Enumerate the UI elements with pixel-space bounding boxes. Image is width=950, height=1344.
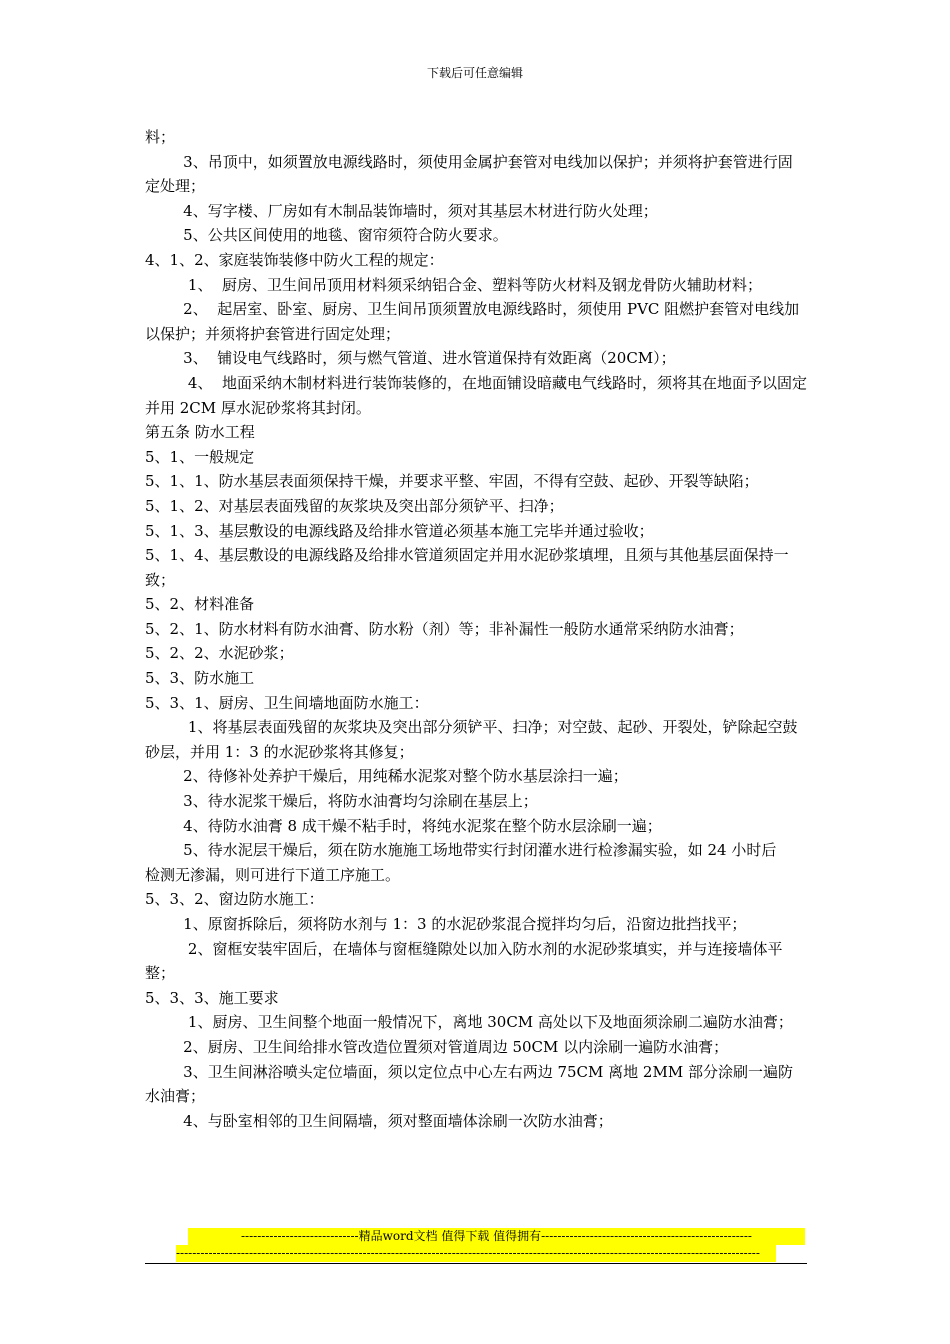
document-body (145, 125, 834, 1133)
section-heading: 4、1、2、家庭装饰装修中防火工程的规定： (145, 250, 444, 269)
section-heading: 5、3、防水施工 (145, 669, 255, 688)
paragraph: 2、 起居室、卧室、厨房、卫生间吊顶须置放电源线路时，须使用 PVC 阻燃护套管对电线加以保护；并须将护套管进行固定处理； (145, 300, 800, 343)
paragraph: 2、窗框安装牢固后，在墙体与窗框缝隙处以加入防水剂的水泥砂浆填实，并与连接墙体平整； (145, 939, 783, 983)
paragraph: 4、与卧室相邻的卫生间隔墙，须对整面墙体涂刷一次防水油膏； (145, 1111, 613, 1130)
page-footer (145, 1228, 807, 1262)
paragraph: 3、 铺设电气线路时，须与燃气管道、进水管道保持有效距离（20CM）； (145, 349, 676, 368)
paragraph: 5、待水泥层干燥后，须在防水施施工场地带实行封闭灌水进行检渗漏实验，如 24 小时后 检测无渗漏，则可进行下道工序施工。 (145, 841, 834, 884)
footer-dash-line: ------------------------------------------------------------------------------------------------------------------------------------------------ (176, 1245, 776, 1262)
footer-rule (145, 1263, 807, 1264)
paragraph: 1、将基层表面残留的灰浆块及突出部分须铲平、扫净；对空鼓、起砂、开裂处，铲除起空鼓砂层，并用 1：3 的水泥砂浆将其修复； (145, 718, 798, 761)
paragraph: 3、卫生间淋浴喷头定位墙面，须以定位点中心左右两边 75CM 离地 2MM 部分涂刷一遍防水油膏； (145, 1062, 793, 1106)
paragraph: 5、1、3、基层敷设的电源线路及给排水管道必须基本施工完毕并通过验收； (145, 521, 654, 540)
section-heading: 5、3、2、窗边防水施工： (145, 890, 324, 909)
section-heading: 第五条 防水工程 (145, 423, 255, 442)
paragraph: 1、 厨房、卫生间吊顶用材料须采纳铝合金、塑料等防火材料及钢龙骨防火辅助材料； (145, 275, 763, 294)
page-header: 下载后可任意编辑 (426, 66, 523, 80)
paragraph: 5、2、1、防水材料有防水油膏、防水粉（剂）等；非补漏性一般防水通常采纳防水油膏； (145, 619, 744, 638)
paragraph: 4、 地面采纳木制材料进行装饰装修的，在地面铺设暗藏电气线路时，须将其在地面予以固定并用 2CM 厚水泥砂浆将其封闭。 (145, 373, 808, 417)
section-heading: 5、1、一般规定 (145, 447, 255, 466)
paragraph: 4、待防水油膏 8 成干燥不粘手时，将纯水泥浆在整个防水层涂刷一遍； (145, 816, 662, 835)
paragraph: 5、1、4、基层敷设的电源线路及给排水管道须固定并用水泥砂浆填埋，且须与其他基层面保持一致； (145, 546, 789, 589)
paragraph: 5、1、2、对基层表面残留的灰浆块及突出部分须铲平、扫净； (145, 496, 564, 515)
section-heading: 5、3、3、施工要求 (145, 988, 279, 1007)
paragraph: 料； (145, 128, 176, 146)
paragraph: 5、公共区间使用的地毯、窗帘须符合防火要求。 (145, 226, 508, 245)
paragraph: 4、写字楼、厂房如有木制品装饰墙时，须对其基层木材进行防火处理； (145, 201, 658, 220)
paragraph: 1、厨房、卫生间整个地面一般情况下，离地 30CM 高处以下及地面须涂刷二遍防水油膏； (145, 1013, 793, 1032)
section-heading: 5、2、材料准备 (145, 595, 255, 614)
paragraph: 2、待修补处养护干燥后，用纯稀水泥浆对整个防水基层涂扫一遍； (145, 767, 628, 786)
paragraph: 2、厨房、卫生间给排水管改造位置须对管道周边 50CM 以内涂刷一遍防水油膏； (145, 1037, 729, 1056)
paragraph: 1、原窗拆除后，须将防水剂与 1：3 的水泥砂浆混合搅拌均匀后，沿窗边批挡找平； (145, 915, 747, 933)
paragraph: 5、2、2、水泥砂浆； (145, 644, 294, 663)
paragraph: 5、1、1、防水基层表面须保持干燥，并要求平整、牢固，不得有空鼓、起砂、开裂等缺陷； (145, 472, 759, 491)
paragraph: 3、吊顶中，如须置放电源线路时，须使用金属护套管对电线加以保护；并须将护套管进行固定处理； (145, 152, 793, 196)
paragraph: 3、待水泥浆干燥后，将防水油膏均匀涂刷在基层上； (145, 792, 538, 811)
footer-banner: -----------------------------精品word文档 值得下载 值得拥有---------------------------------------------------- (188, 1228, 805, 1245)
section-heading: 5、3、1、厨房、卫生间墙地面防水施工： (145, 693, 429, 712)
